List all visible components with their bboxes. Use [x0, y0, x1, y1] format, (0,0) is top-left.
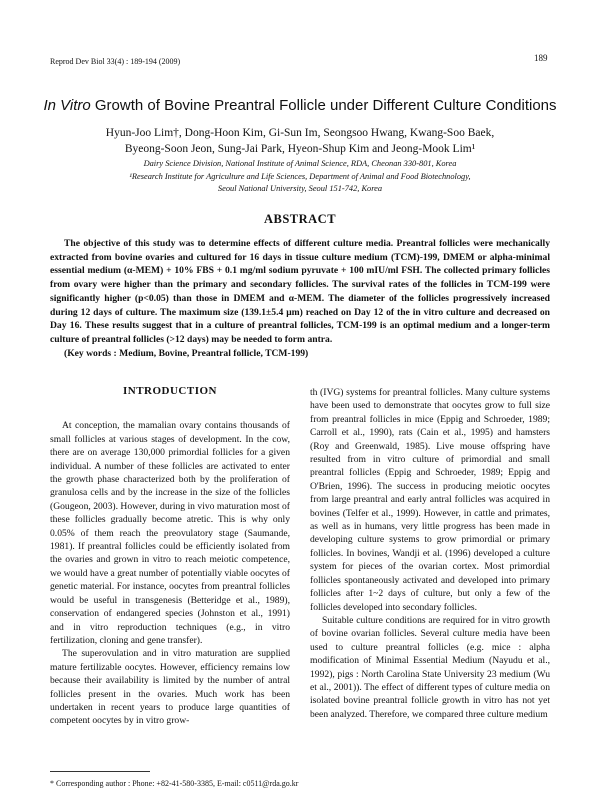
affiliations [60, 158, 540, 196]
authors-line-1: Hyun-Joo Lim†, Dong-Hoon Kim, Gi-Sun Im, Seongsoo Hwang, Kwang-Soo Baek, [105, 127, 495, 139]
author-list [60, 125, 540, 157]
intro-paragraph-4: Suitable culture conditions are required for in vitro growth of bovine ovarian follicles. Several culture media have been used to culture preantral follicles (e.g. mice : alpha modification of Minimal Essential Medium (Nayudu et al., 1992), pigs : North Carolina State University 23 medium (Wu et al., 2001)). The effect of different types of culture media on isolated bovine preantral follicle growth in vitro has not yet been analyzed. Therefore, we compared three culture medium [310, 614, 550, 720]
footnote-rule [50, 771, 150, 772]
corresponding-author-footnote: * Corresponding author : Phone: +82-41-580-3385, E-mail: c0511@rda.go.kr [50, 779, 299, 788]
intro-paragraph-3: th (IVG) systems for preantral follicles. Many culture systems have been used to demonstrate that oocytes grow to full size from preantral follicles in mice (Eppig and Schroeder, 1989; Carroll et al., 1990), rats (Cain et al., 1995) and hamsters (Roy and Greenwald, 1985). Live mouse offspring have resulted from in vitro culture of primordial and small preantral follicles (Eppig and Schroeder, 1989; Eppig and O'Brien, 1996). The success in producing meiotic oocytes from large preantral and early antral follicles was acquired in bovines (Telfer et al., 1999). However, in cattle and primates, as well as in humans, very little progress has been made in developing culture systems to grow primordial or primary follicles. In bovines, Wandji et al. (1996) developed a culture system for pieces of the ovarian cortex. Most primordial follicles spontaneously activated and developed into primary follicles after 1~2 days of culture, but only a few of the follicles developed into secondary follicles. [310, 387, 550, 613]
abstract-body: The objective of this study was to determine effects of different culture media. Preantral follicles were mechanically extracted from bovine ovaries and cultured for 16 days in tissue culture medium (TCM)-199, DMEM or alpha-minimal essential medium (α-MEM) + 10% FBS + 0.1 mg/ml sodium pyruvate + 100 mIU/ml FSH. The collected primary follicles from ovary were higher than the primary and secondary follicles. The survival rates of the follicles in TCM-199 were significantly higher (p<0.05) than those in DMEM and α-MEM. The diameter of the follicles progressively increased during 12 days of culture. The maximum size (139.1±5.4 μm) reached on Day 12 of the in vitro culture and decreased on Day 16. These results suggest that in a culture of preantral follicles, TCM-199 is an optimal medium and a longer-term culture of preantral follicles (>12 days) may be needed to form antra. [50, 238, 550, 345]
left-column [50, 383, 290, 728]
affiliation-line-1: Dairy Science Division, National Institute of Animal Science, RDA, Cheonan 330-801, Korea [143, 159, 457, 168]
intro-paragraph-2: The superovulation and in vitro maturation are supplied mature fertilizable oocytes. However, efficiency remains low because their availability is limited by the number of antral follicles present in the ovaries. Much work has been undertaken in recent years to produce large quantities of competent oocytes by in vitro grow- [50, 648, 290, 727]
affiliation-line-2: ¹Research Institute for Agriculture and Life Sciences, Department of Animal and Food Biotechnology, [129, 171, 471, 181]
introduction-heading: INTRODUCTION [122, 385, 217, 397]
affiliation-line-3: Seoul National University, Seoul 151-742, Korea [217, 184, 383, 193]
right-column [310, 386, 550, 721]
title-italic-part: In Vitro [43, 97, 91, 114]
abstract-block [50, 237, 550, 360]
paper-title [40, 97, 560, 114]
keywords: (Key words : Medium, Bovine, Preantral follicle, TCM-199) [64, 347, 309, 359]
page-number: 189 [534, 53, 548, 63]
intro-paragraph-1: At conception, the mamalian ovary contains thousands of small follicles at various stages of development. In the cow, there are on average 130,000 primordial follicles for a given individual. A number of these follicles are activated to enter the growth phase characterized both by the proliferation of granulosa cells and by the increase in the size of the follicles (Gougeon, 2003). However, during in vivo maturation most of these follicles gradually become atretic. This is why only 0.05% of them reach the preovulatory stage (Saumande, 1981). If preantral follicles could be efficiently isolated from the ovaries and grown in vitro to reach meiotic competence, we would have a great number of potentially viable oocytes of genetic material. For instance, oocytes from preantral follicles would be useful in transgenesis (Betteridge et al., 1989), conservation of endangered species (Johnston et al., 1991) and in vitro reproduction techniques (e.g., in vitro fertilization, cloning and gene transfer). [50, 420, 290, 646]
title-rest: Growth of Bovine Preantral Follicle under Different Culture Conditions [90, 97, 557, 114]
authors-line-2: Byeong-Soon Jeon, Sung-Jai Park, Hyeon-Shup Kim and Jeong-Mook Lim¹ [124, 143, 476, 155]
journal-citation: Reprod Dev Biol 33(4) : 189-194 (2009) [50, 57, 181, 66]
abstract-heading: ABSTRACT [263, 212, 337, 226]
